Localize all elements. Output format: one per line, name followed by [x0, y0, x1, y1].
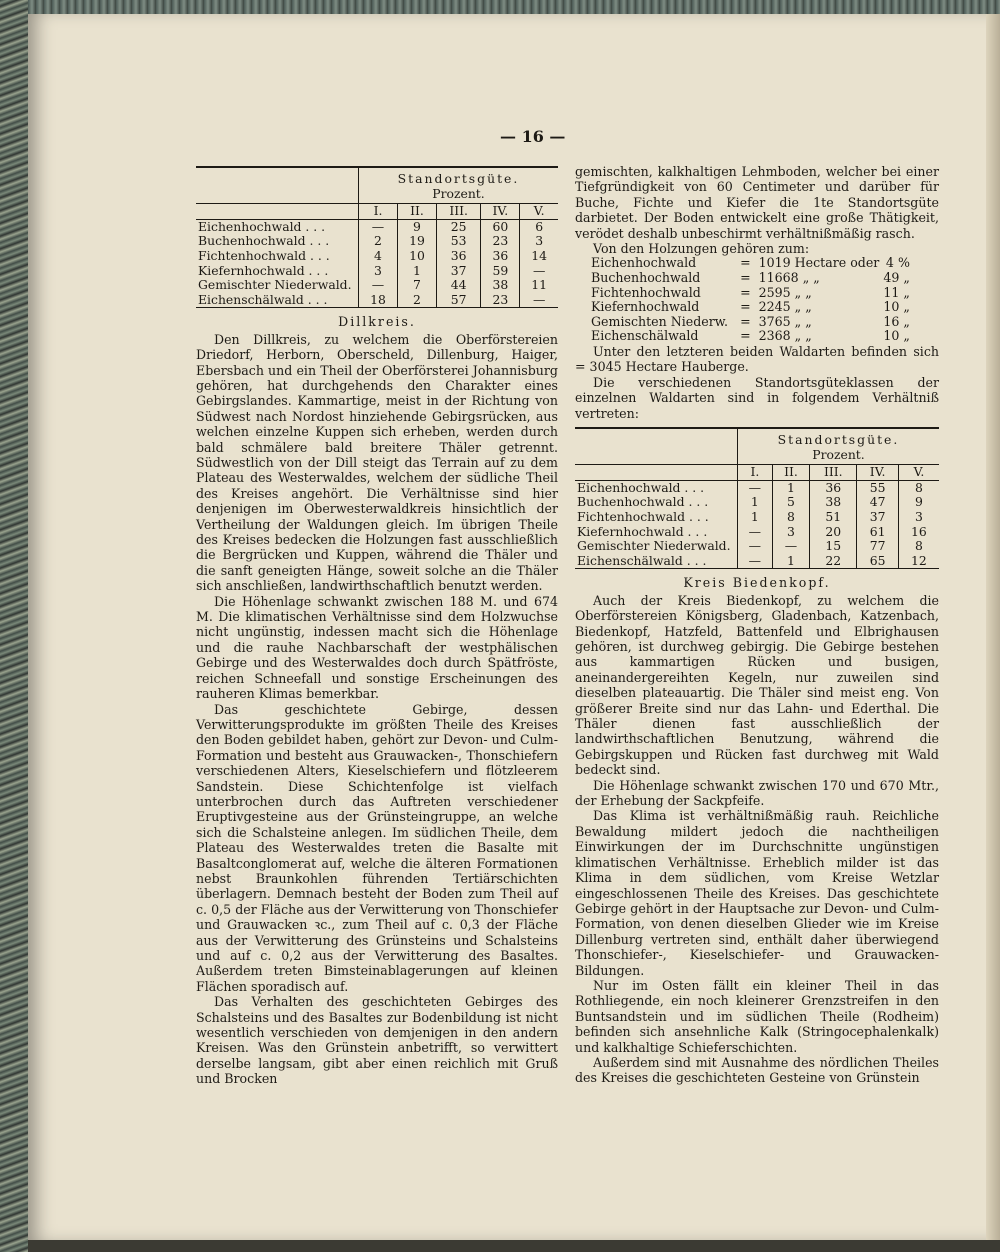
table-row: Buchenhochwald . . . 2 19 53 23 3 — [196, 234, 558, 249]
paragraph: Das geschichtete Gebirge, dessen Verwitterungsprodukte im größten Theile des Kreises den Boden gebildet haben, gehört zur Devon- und Culm-Formation und besteht aus Grauwacken-, Thonschiefern verschiedenen Alters, Kieselschiefern und flötzleerem Sandstein. Diese Schichtenfolge ist vielfach unterbrochen durch das Auftreten verschiedener Eruptivgesteine aus der Grünsteingruppe, an welche sich die Schalsteine anlegen. Im südlichen Theile, dem Plateau des Westerwaldes treten die Basalte mit Basaltconglomerat auf, welche die älteren Formationen nebst Braunkohlen führenden Tertiärschichten überlagern. Demnach besteht der Boden zum Theil auf c. 0,5 der Fläche aus der Verwitterung von Thonschiefer und Grauwacken ꝛc., zum Theil auf c. 0,3 der Fläche aus der Verwitterung des Grünsteins und Schalsteins und auf c. 0,2 aus der Verwitterung des Basaltes. Außerdem treten Bimsteinablagerungen auf kleinen Flächen sporadisch auf. — [196, 701, 558, 994]
list-item: Fichtenhochwald = 2595 „ „ 11 „ — [591, 284, 910, 300]
table-row: Kiefernhochwald . . . — 3 20 61 16 — [575, 525, 939, 540]
left-column — [196, 166, 558, 1087]
table-subheader: Prozent. — [738, 448, 940, 465]
book-spine-edge — [0, 0, 30, 1252]
standort-table-1 — [196, 168, 558, 308]
table-row: Fichtenhochwald . . . 1 8 51 37 3 — [575, 510, 939, 525]
column-header: II. — [398, 204, 437, 220]
table-row: Kiefernhochwald . . . 3 1 37 59 — — [196, 264, 558, 279]
column-header: IV. — [857, 465, 899, 481]
column-header: II. — [772, 465, 809, 481]
paragraph: Das Verhalten des geschichteten Gebirges des Schalsteins und des Basaltes zur Bodenbildung ist nicht wesentlich verschieden von demjenigen in den andern Kreisen. Was den Grünstein anbetrifft, so verwittert derselbe langsam, gibt aber einen reichlich mit Gruß und Brocken — [196, 994, 558, 1087]
paragraph: Unter den letzteren beiden Waldarten befinden sich = 3045 Hectare Hauberge. — [575, 344, 939, 375]
table-header: Standortsgüte. — [359, 168, 559, 187]
paragraph: Die Höhenlage schwankt zwischen 188 M. und 674 M. Die klimatischen Verhältnisse sind dem Holzwuchse nicht ungünstig, indessen macht sich die Höhenlage und die rauhe Nachbarschaft der westphälischen Gebirge und des Westerwaldes doch durch Spätfröste, reichen Schneefall und sonstige Erscheinungen des rauheren Klimas bemerkbar. — [196, 593, 558, 702]
paragraph: Das Klima ist verhältnißmäßig rauh. Reichliche Bewaldung mildert jedoch die nachtheiligen Einwirkungen der im Durchschnitte ungünstigen klimatischen Verhältnisse. Erheblich milder ist das Klima in dem südlichen, vom Kreise Wetzlar eingeschlossenen Theile des Kreises. Das geschichtete Gebirge gehört in der Hauptsache zur Devon- und Culm-Formation, von denen dieselben Glieder wie im Kreise Dillenburg vertreten sind, enthält daher überwiegend Thonschiefer-, Kieselschiefer- und Grauwacken-Bildungen. — [575, 808, 939, 978]
holzungen-intro: Von den Holzungen gehören zum: — [593, 241, 810, 257]
table-row: Eichenschälwald . . . 18 2 57 23 — — [196, 293, 558, 308]
column-header: V. — [520, 204, 558, 220]
table-row: Eichenhochwald . . . — 9 25 60 6 — [196, 219, 558, 234]
paragraph: Außerdem sind mit Ausnahme des nördlichen Theiles des Kreises die geschichteten Gesteine von Grünstein — [575, 1054, 939, 1086]
column-header: I. — [738, 465, 773, 481]
table-row: Buchenhochwald . . . 1 5 38 47 9 — [575, 495, 939, 510]
book-bottom-edge — [28, 1240, 1000, 1252]
paragraph: Die Höhenlage schwankt zwischen 170 und 670 Mtr., der Erhebung der Sackpfeife. — [575, 777, 939, 809]
table-subheader: Prozent. — [359, 187, 559, 204]
list-item: Buchenhochwald = 11668 „ „ 49 „ — [591, 270, 910, 286]
paragraph: gemischten, kalkhaltigen Lehmboden, welcher bei einer Tiefgründigkeit von 60 Centimeter und darüber für Buche, Fichte und Kiefer die 1te Standortsgüte darbietet. Der Boden entwickelt eine große Thätigkeit, verödet deshalb unbeschirmt verhältnißmäßig rasch. — [575, 164, 939, 241]
list-item: Gemischten Niederw. = 3765 „ „ 16 „ — [591, 313, 910, 329]
paragraph: Auch der Kreis Biedenkopf, zu welchem die Oberförstereien Königsberg, Gladenbach, Katzenbach, Biedenkopf, Hatzfeld, Battenfeld und Elbrighausen gehören, ist durchweg gebirgig. Die Gebirge bestehen aus kammartigen Rücken und busigen, aneinandergereihten Kegeln, nur zuweilen sind dieselben plateauartig. Die Thäler sind meist eng. Von größerer Breite sind nur das Lahn- und Ederthal. Die Thäler dienen fast ausschließlich der landwirthschaftlichen Benutzung, während die Gebirgskuppen und Rücken fast durchweg mit Wald bedeckt sind. — [575, 592, 939, 778]
paragraph: Die verschiedenen Standortsgüteklassen der einzelnen Waldarten sind in folgendem Verhältniß vertreten: — [575, 374, 939, 421]
column-header: IV. — [481, 204, 520, 220]
column-header: I. — [359, 204, 398, 220]
list-item: Kiefernhochwald = 2245 „ „ 10 „ — [591, 299, 910, 315]
section-heading-biedenkopf: Kreis Biedenkopf. — [683, 575, 831, 591]
list-item: Eichenschälwald = 2368 „ „ 10 „ — [591, 328, 910, 344]
table-row: Gemischter Niederwald. — 7 44 38 11 — [196, 278, 558, 293]
holzungen-list — [591, 256, 914, 344]
right-column — [575, 164, 939, 1086]
paragraph: Nur im Osten fällt ein kleiner Theil in das Rothliegende, ein noch kleinerer Grenzstreifen in den Buntsandstein und im südlichen Theile (Rodheim) befinden sich ansehnliche Kalk (Stringocephalenkalk) und kalkhaltige Schieferschichten. — [575, 977, 939, 1055]
page-number: — 16 — — [500, 127, 566, 146]
column-header: V. — [898, 465, 939, 481]
table-row: Eichenhochwald . . . — 1 36 55 8 — [575, 480, 939, 495]
page-right-edge — [986, 14, 1000, 1240]
section-heading-dillkreis: Dillkreis. — [338, 314, 416, 330]
table-row: Gemischter Niederwald. — — 15 77 8 — [575, 539, 939, 554]
paragraph: Den Dillkreis, zu welchem die Oberförstereien Driedorf, Herborn, Oberscheld, Dillenburg, Haiger, Ebersbach und ein Theil der Oberförsterei Johannisburg gehören, hat durchgehends den Charakter eines Gebirgslandes. Kammartige, meist in der Richtung von Südwest nach Nordost hinziehende Gebirgsrücken, aus welchen einzelne Kuppen sich erheben, werden durch bald schmälere bald breitere Thäler getrennt. Südwestlich von der Dill steigt das Terrain auf zu dem Plateau des Westerwaldes, welchem der südliche Theil des Kreises angehört. Die Verhältnisse sind hier denjenigen im Oberwesterwaldkreis hinsichtlich der Vertheilung der Waldungen gleich. Im übrigen Theile des Kreises bedecken die Holzungen fast ausschließlich die Bergrücken und Kuppen, während die Thäler und die sanft geneigten Hänge, soweit solche an die Thäler sich anschließen, landwirthschaftlich benutzt werden. — [196, 331, 558, 594]
table-header: Standortsgüte. — [738, 429, 940, 448]
table-row: Fichtenhochwald . . . 4 10 36 36 14 — [196, 249, 558, 264]
table-row: Eichenschälwald . . . — 1 22 65 12 — [575, 554, 939, 569]
column-header: III. — [810, 465, 857, 481]
list-item: Eichenhochwald = 1019 Hectare oder 4 % — [591, 255, 910, 271]
column-header: III. — [437, 204, 481, 220]
standort-table-2 — [575, 429, 939, 569]
